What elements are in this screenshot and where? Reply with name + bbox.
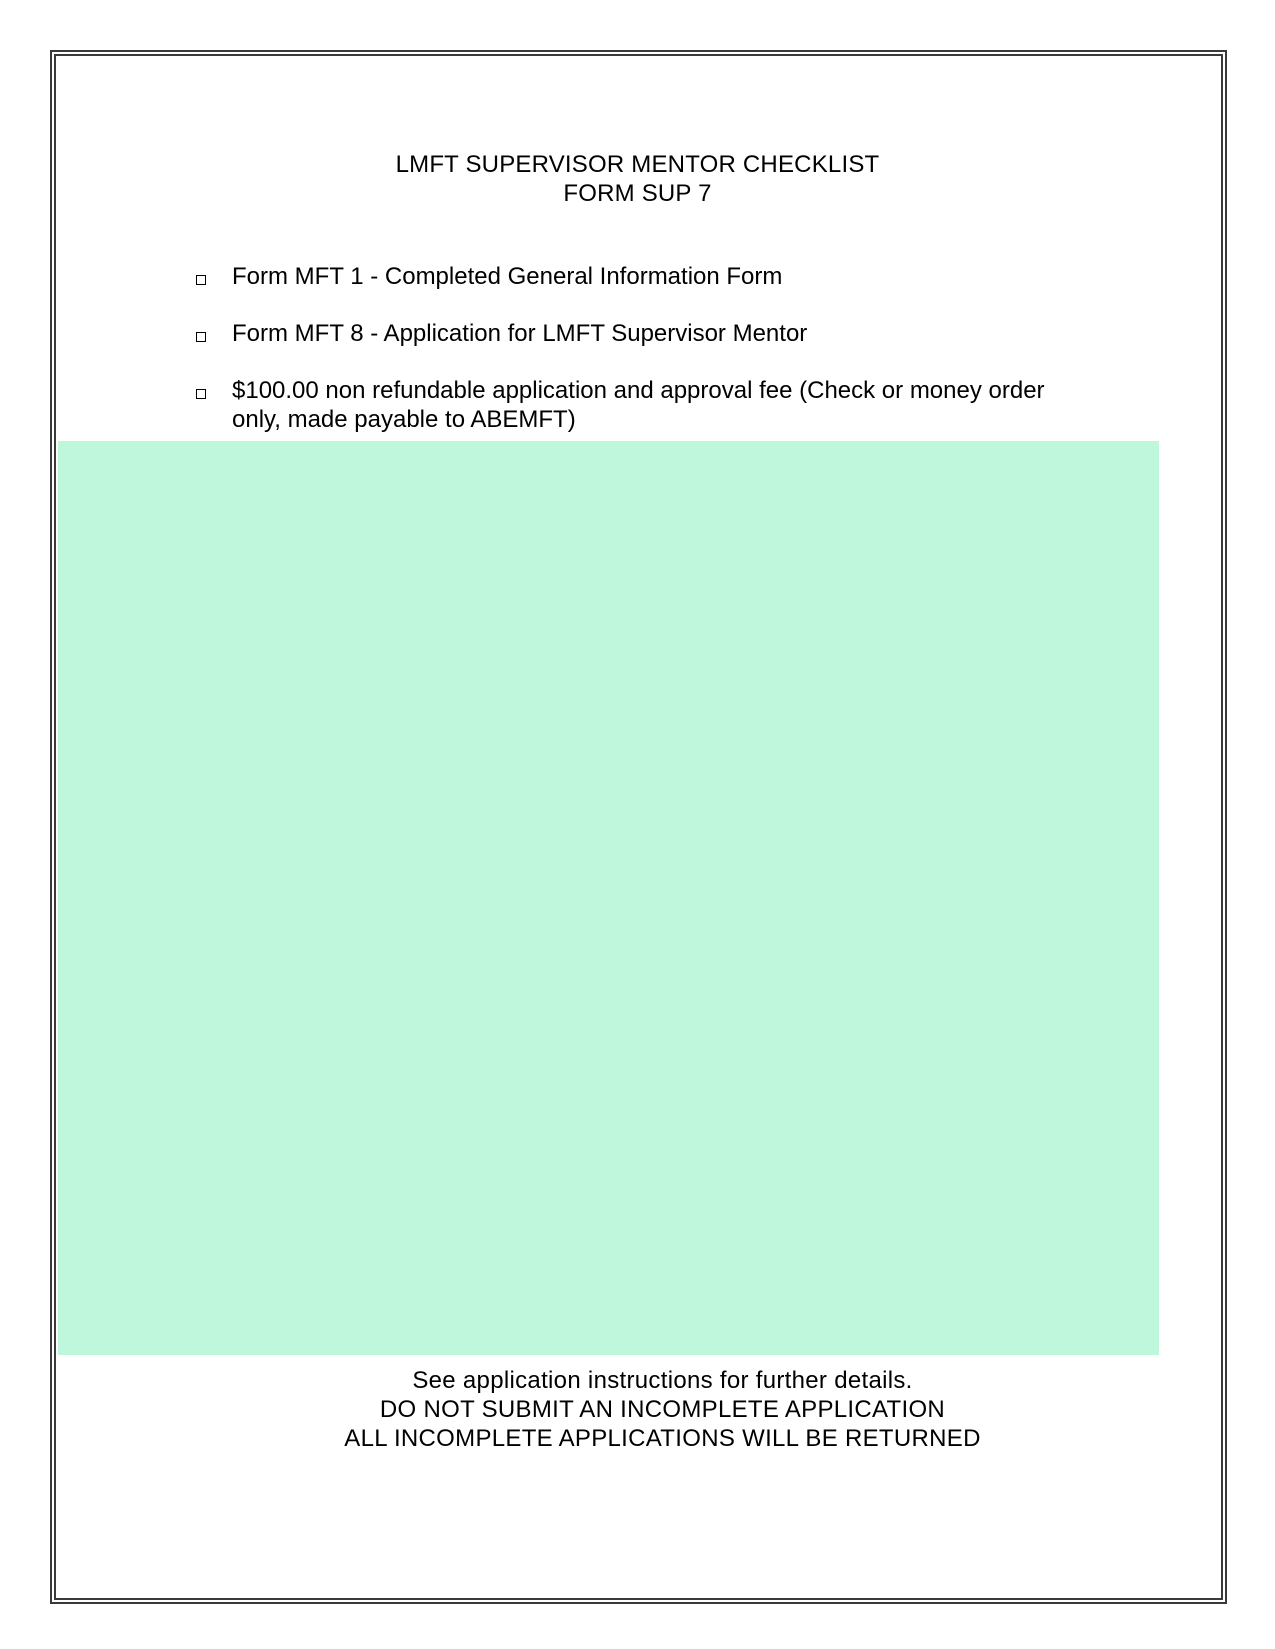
checklist-item [190, 376, 1090, 434]
footer-notice [0, 1366, 1275, 1453]
checklist-item [190, 262, 1090, 291]
form-subtitle: FORM SUP 7 [563, 180, 712, 207]
checklist-item-label: Form MFT 8 - Application for LMFT Supervisor Mentor [232, 320, 808, 347]
checklist-item-label: $100.00 non refundable application and approval fee (Check or money order only, made payable to ABEMFT) [232, 377, 1045, 433]
checkbox-icon[interactable] [196, 389, 206, 399]
checklist-item-label: Form MFT 1 - Completed General Information Form [232, 263, 783, 290]
form-header [0, 150, 1275, 208]
footer-line-instructions: See application instructions for further details. [412, 1367, 913, 1394]
checklist [190, 262, 1090, 462]
footer-line-warning: DO NOT SUBMIT AN INCOMPLETE APPLICATION [379, 1396, 946, 1423]
form-title: LMFT SUPERVISOR MENTOR CHECKLIST [395, 151, 880, 178]
checklist-item [190, 319, 1090, 348]
footer-line-returned: ALL INCOMPLETE APPLICATIONS WILL BE RETURNED [344, 1425, 981, 1452]
highlight-panel [58, 441, 1159, 1355]
checkbox-icon[interactable] [196, 332, 206, 342]
checkbox-icon[interactable] [196, 275, 206, 285]
